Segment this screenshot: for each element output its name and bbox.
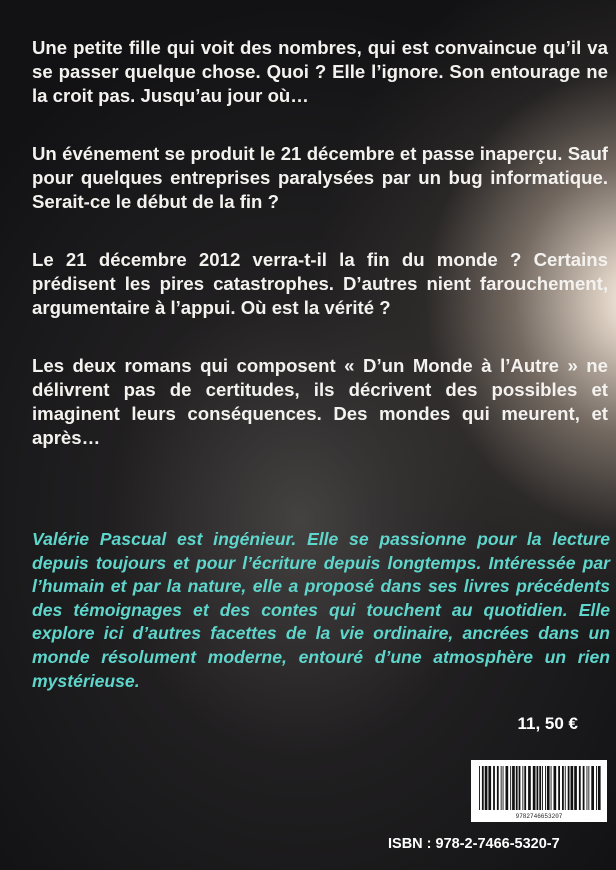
barcode-bar	[591, 766, 594, 810]
barcode-bar	[501, 766, 502, 810]
barcode-bar	[547, 766, 550, 810]
barcode-bar	[488, 766, 491, 810]
synopsis-paragraph-2: Un événement se produit le 21 décembre et passe inaperçu. Sauf pour quelques entreprises paralysées par un bug informatique. Serait-ce le début de la fin ?	[32, 143, 608, 212]
barcode-bar	[482, 766, 484, 810]
barcode-bar	[571, 766, 574, 810]
barcode-bar	[551, 766, 552, 810]
barcode-bar	[565, 766, 566, 810]
barcode-digits: 9782746653207	[515, 813, 563, 820]
barcode-bar	[588, 766, 589, 810]
barcode-bar	[485, 766, 488, 810]
barcode-bar	[493, 766, 495, 810]
barcode	[471, 760, 607, 822]
barcode-bar	[506, 766, 509, 810]
barcode-bar	[533, 766, 536, 810]
barcode-bar	[497, 766, 499, 810]
barcode-bar	[554, 766, 557, 810]
barcode-bar	[519, 766, 521, 810]
synopsis-paragraph-3: Le 21 décembre 2012 verra-t-il la fin du monde ? Certains prédisent les pires catastrophes. D’autres nient farouchement, argumentaire à l’appui. Où est la vérité ?	[32, 249, 608, 318]
synopsis-paragraph-4: Les deux romans qui composent « D’un Monde à l’Autre » ne délivrent pas de certitudes, ils décrivent des possibles et imaginent leurs conséquences. Des mondes qui meurent, et après…	[32, 355, 608, 448]
barcode-bar	[522, 766, 523, 810]
barcode-bar	[503, 766, 504, 810]
barcode-bar	[587, 766, 588, 810]
barcode-bar	[558, 766, 560, 810]
barcode-bar	[537, 766, 539, 810]
isbn-number: ISBN : 978-2-7466-5320-7	[388, 836, 560, 852]
barcode-bar	[479, 766, 480, 810]
barcode-bar	[528, 766, 531, 810]
barcode-graphic	[471, 760, 607, 822]
barcode-bar	[542, 766, 543, 810]
price: 11, 50 €	[517, 714, 578, 733]
author-bio: Valérie Pascual est ingénieur. Elle se passionne pour la lecture depuis toujours et pour l’écriture depuis longtemps. Intéressée par l’humain et par la nature, elle a proposé dans ses livres précédents des témoignages et des contes qui touchent au quotidien. Elle explore ici d’autres facettes de la vie ordinaire, ancrées dans un monde résolument moderne, entouré d’une atmosphère un rien mystérieuse.	[32, 529, 610, 691]
barcode-bar	[562, 766, 564, 810]
synopsis	[32, 36, 608, 484]
barcode-bar	[524, 766, 526, 810]
barcode-bar	[516, 766, 518, 810]
barcode-bar	[568, 766, 570, 810]
barcode-bar	[510, 766, 511, 810]
barcode-bar	[579, 766, 581, 810]
barcode-bar	[583, 766, 585, 810]
barcode-bar	[598, 766, 601, 810]
synopsis-paragraph-1: Une petite fille qui voit des nombres, qui est convaincue qu’il va se passer quelque chose. Quoi ? Elle l’ignore. Son entourage ne la croit pas. Jusqu’au jour où…	[32, 37, 608, 106]
barcode-bar	[596, 766, 597, 810]
barcode-bar	[545, 766, 546, 810]
barcode-bar	[574, 766, 577, 810]
barcode-bar	[512, 766, 515, 810]
barcode-bar	[539, 766, 541, 810]
